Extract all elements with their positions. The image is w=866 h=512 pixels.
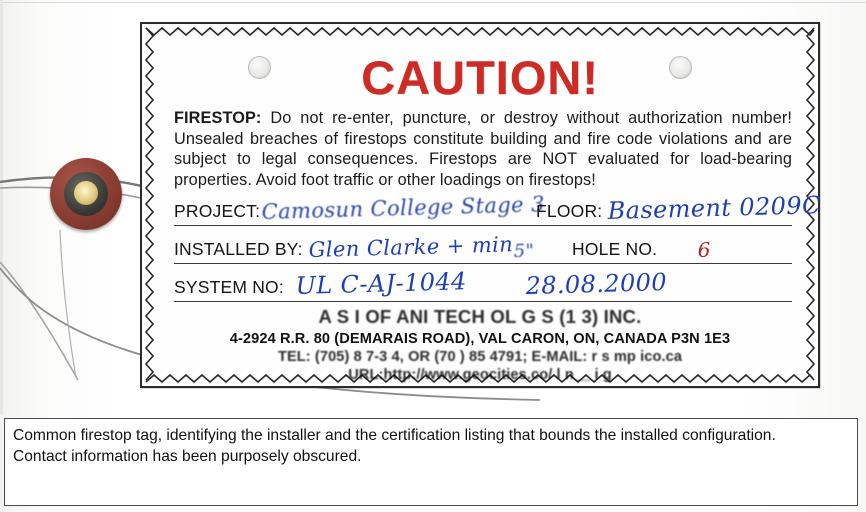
caption-line-1: Common firestop tag, identifying the installer and the certification listing that bounds the installed configuration. bbox=[13, 427, 776, 444]
firestop-warning-body: Do not re-enter, puncture, or destroy without authorization number! Unsealed breaches of firestops constitute building and fire code violations and are subject to legal consequences. Firestops are NOT evaluated for load-bearing properties. Avoid foot traffic or other loadings on firestops! bbox=[174, 109, 792, 189]
installed-by-label: INSTALLED BY: bbox=[174, 239, 303, 259]
project-value: Camosun College Stage 3 bbox=[261, 192, 546, 224]
field-row-project bbox=[174, 191, 822, 226]
field-underline bbox=[174, 225, 792, 226]
company-name-text: A S I OF ANI TECH OL G S (1 3) INC. bbox=[318, 306, 642, 327]
hole-no-label: HOLE NO. bbox=[572, 239, 658, 259]
installed-by-value: Glen Clarke + min bbox=[308, 232, 514, 262]
hole-no-value: 6 bbox=[697, 237, 712, 262]
system-no-value: UL C-AJ-1044 bbox=[295, 267, 468, 300]
field-row-system-no bbox=[174, 267, 792, 302]
field-row-installed-by bbox=[174, 234, 792, 264]
caption-box bbox=[4, 418, 858, 506]
field-underline bbox=[174, 301, 792, 302]
grommet-hole bbox=[74, 181, 98, 205]
tag-grommet bbox=[50, 158, 122, 230]
company-telephone bbox=[154, 349, 806, 365]
system-no-label: SYSTEM NO: bbox=[174, 277, 284, 297]
field-underline bbox=[174, 263, 792, 264]
firestop-warning-text bbox=[174, 108, 792, 190]
company-name bbox=[154, 306, 806, 328]
company-telephone-text: TEL: (705) 8 7-3 4, OR (70 ) 85 4791; E-MAIL: r s mp ico.ca bbox=[277, 349, 683, 365]
company-url bbox=[154, 367, 806, 383]
manufacturer-block bbox=[154, 306, 806, 383]
project-label: PROJECT: bbox=[174, 201, 261, 221]
floor-label: FLOOR: bbox=[536, 201, 603, 221]
firestop-tag bbox=[140, 22, 820, 388]
caution-heading: CAUTION! bbox=[361, 51, 599, 104]
company-address: 4-2924 R.R. 80 (DEMARAIS ROAD), VAL CARON, ON, CANADA P3N 1E3 bbox=[229, 331, 731, 347]
installed-by-extra: 5" bbox=[513, 240, 535, 262]
caption-line-2: Contact information has been purposely obscured. bbox=[13, 448, 362, 465]
company-url-text: URL:http://www.geocities.co/ l n__ i g bbox=[348, 367, 612, 383]
date-value: 28.08.2000 bbox=[525, 268, 668, 300]
caption-text bbox=[13, 425, 849, 467]
floor-value: Basement 0209C bbox=[607, 191, 822, 225]
firestop-warning-label: FIRESTOP: bbox=[174, 109, 262, 127]
